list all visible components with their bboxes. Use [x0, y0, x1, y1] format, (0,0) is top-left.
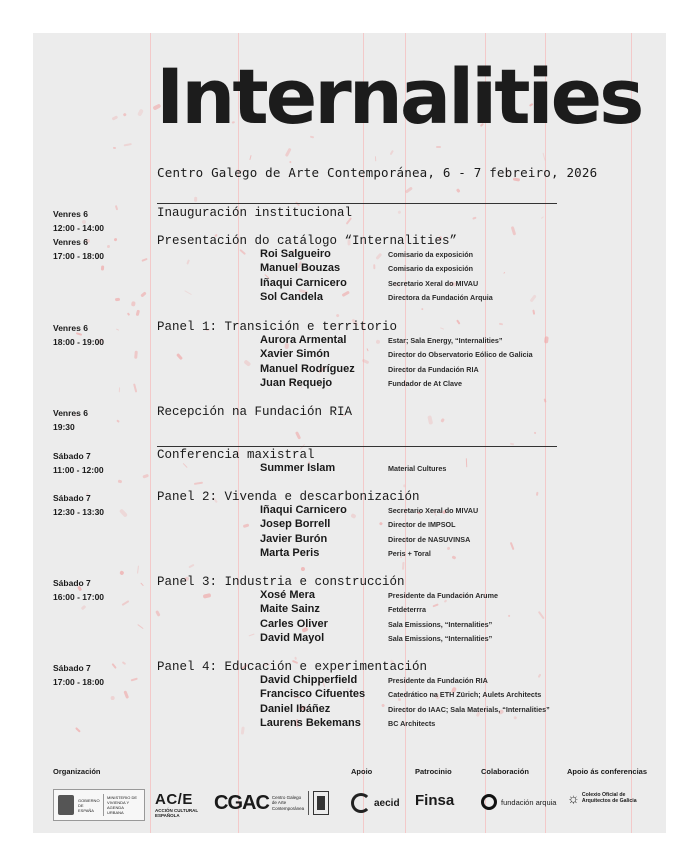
texture-splat [249, 155, 251, 160]
texture-splat [510, 226, 516, 235]
session-hours: 12:00 - 14:00 [53, 223, 105, 233]
session-hours: 19:30 [53, 422, 75, 432]
texture-splat [509, 542, 514, 550]
divider [157, 203, 557, 204]
ministerio-text-b: MINISTERIO DE VIVIENDA Y AGENDA URBANA [107, 795, 138, 815]
aecid-logo [351, 793, 400, 813]
texture-splat [140, 291, 147, 298]
ace-mark: AC/E [155, 791, 193, 808]
session-hours: 16:00 - 17:00 [53, 592, 105, 602]
arquia-text: fundación arquia [501, 797, 557, 807]
session-hours: 12:30 - 13:30 [53, 507, 105, 517]
speaker-role: Catedrático na ETH Zürich; Aulets Architects [388, 690, 542, 700]
speaker-name: Manuel Rodríguez [260, 362, 355, 375]
texture-splat [465, 458, 467, 467]
ace-sub2: ESPAÑOLA [155, 813, 180, 818]
session-title: Panel 2: Vivenda e descarbonización [157, 490, 420, 504]
speaker-name: Carles Oliver [260, 617, 328, 630]
session-title: Recepción na Fundación RIA [157, 405, 353, 419]
speaker-role: Sala Emissions, “Internalities” [388, 633, 493, 643]
session-time [53, 449, 143, 477]
session-hours: 11:00 - 12:00 [53, 465, 104, 475]
session-title: Inauguración institucional [157, 206, 353, 220]
arquia-icon [481, 794, 497, 810]
session-day: Venres 6 [53, 408, 88, 418]
speaker-name: Daniel Ibáñez [260, 702, 331, 715]
texture-splat [194, 197, 197, 202]
session-time [53, 321, 143, 349]
texture-splat [535, 492, 538, 497]
texture-splat [249, 633, 255, 636]
texture-splat [375, 340, 380, 345]
texture-splat [133, 384, 137, 393]
speaker-name: Josep Borrell [260, 518, 331, 531]
texture-splat [514, 715, 518, 719]
texture-splat [134, 350, 138, 358]
speaker-role: Sala Emissions, “Internalities” [388, 619, 493, 629]
cgac-sub2: de Arte [271, 800, 287, 806]
arquia-logo [481, 794, 556, 810]
session-day: Sábado 7 [53, 493, 91, 503]
texture-splat [538, 611, 544, 619]
xunta-shield-icon [313, 791, 329, 815]
texture-splat [378, 521, 383, 526]
texture-splat [81, 605, 87, 611]
texture-splat [115, 298, 120, 302]
texture-splat [155, 611, 160, 618]
texture-splat [184, 291, 191, 296]
coag-text2: Arquitectos de Galicia [581, 798, 637, 804]
texture-splat [75, 727, 81, 733]
cgac-mark: CGAC [214, 791, 269, 814]
texture-splat [544, 336, 549, 343]
texture-splat [381, 704, 385, 708]
texture-splat [123, 690, 129, 699]
session-title: Presentación do catálogo “Internalities” [157, 234, 458, 248]
footer-label-apoio-conferencias: Apoio ás conferencias [567, 767, 648, 776]
guide-line [363, 33, 364, 833]
texture-splat [444, 600, 448, 603]
session-day: Venres 6 [53, 237, 88, 247]
ace-logo [155, 791, 198, 818]
texture-splat [243, 523, 250, 528]
session-time [53, 576, 143, 604]
texture-splat [403, 484, 405, 487]
texture-splat [350, 513, 356, 519]
coag-logo [567, 791, 637, 805]
session-title: Panel 1: Transición e territorio [157, 320, 398, 334]
session-time [53, 661, 143, 689]
ace-sub1: ACCIÓN CULTURAL [155, 808, 199, 813]
texture-splat [301, 567, 305, 571]
texture-splat [202, 593, 211, 599]
speaker-name: Juan Requejo [260, 376, 333, 389]
speaker-role: Peris + Toral [388, 548, 431, 558]
speaker-role: Secretario Xeral do MIVAU [388, 506, 479, 515]
guide-line [631, 33, 632, 833]
texture-splat [436, 146, 441, 148]
texture-splat [538, 674, 541, 678]
speaker-role: Presidente da Fundación RIA [388, 676, 488, 685]
speaker-name: Aurora Armental [260, 334, 347, 346]
speaker-name: Marta Peris [260, 546, 320, 559]
speaker-role: Material Cultures [388, 464, 447, 473]
footer-label-patrocinio: Patrocinio [415, 767, 452, 776]
texture-splat [188, 564, 195, 569]
coat-of-arms-icon [58, 795, 74, 815]
texture-splat [137, 624, 143, 629]
texture-splat [456, 188, 460, 193]
poster-title: Internalities [156, 52, 642, 141]
texture-splat [113, 147, 116, 149]
session-time [53, 406, 143, 434]
speaker-name: Javier Burón [260, 532, 328, 545]
ministerio-logo [53, 789, 145, 821]
texture-splat [541, 216, 544, 219]
texture-splat [131, 301, 135, 307]
speaker-role: Secretario Xeral do MIVAU [388, 278, 479, 288]
footer-label-apoio: Apoio [351, 767, 373, 776]
session-hours: 18:00 - 19:00 [53, 337, 105, 347]
event-subtitle: Centro Galego de Arte Contemporánea, 6 - 7 febreiro, 2026 [157, 165, 598, 180]
cgac-sub1: Centro Galego [271, 794, 302, 800]
speaker-name: Iñaqui Carnicero [260, 504, 347, 516]
session-day: Venres 6 [53, 209, 88, 219]
speaker-role: BC Architects [388, 718, 436, 728]
texture-splat [447, 546, 451, 550]
texture-splat [186, 259, 189, 264]
texture-splat [118, 388, 120, 393]
texture-splat [533, 432, 536, 435]
speaker-name: Laurens Bekemans [260, 716, 361, 729]
speaker-role: Presidente da Fundación Arume [388, 591, 498, 600]
session-day: Sábado 7 [53, 451, 91, 461]
footer-label-organizacion: Organización [53, 767, 101, 776]
texture-splat [119, 571, 124, 576]
texture-splat [398, 210, 402, 214]
texture-splat [335, 314, 339, 318]
texture-splat [241, 726, 245, 734]
speaker-role: Comisario da exposición [388, 264, 474, 274]
speaker-role: Directora da Fundación Arquia [388, 292, 493, 302]
texture-splat [441, 418, 445, 423]
speaker-name: David Chipperfield [260, 674, 358, 686]
speaker-role: Comisario da exposición [388, 250, 474, 259]
speaker-role: Director de NASUVINSA [388, 534, 471, 544]
texture-splat [405, 186, 413, 193]
speaker-name: David Mayol [260, 631, 325, 644]
texture-splat [529, 295, 536, 303]
texture-splat [499, 323, 503, 325]
texture-splat [433, 603, 439, 607]
guide-line [238, 33, 239, 833]
speaker-role: Fundador de At Clave [388, 378, 463, 388]
texture-splat [137, 566, 139, 574]
texture-splat [421, 308, 424, 311]
poster [33, 33, 666, 833]
speaker-name: Xosé Mera [260, 589, 316, 601]
texture-splat [532, 309, 535, 314]
session-time [53, 235, 143, 263]
speaker-name: Maite Sainz [260, 603, 320, 616]
texture-splat [124, 143, 132, 146]
texture-splat [138, 109, 145, 117]
texture-splat [122, 113, 127, 118]
session-day: Venres 6 [53, 323, 88, 333]
texture-splat [428, 415, 433, 424]
texture-splat [244, 360, 251, 367]
speaker-name: Sol Candela [260, 290, 323, 303]
texture-splat [503, 272, 505, 275]
texture-splat [366, 348, 368, 351]
speaker-name: Xavier Simón [260, 348, 330, 361]
session-title: Panel 4: Educación e experimentación [157, 660, 428, 674]
session-hours: 17:00 - 18:00 [53, 677, 105, 687]
texture-splat [127, 312, 130, 315]
speaker-name: Iñaqui Carnicero [260, 276, 347, 289]
texture-splat [374, 156, 376, 161]
speaker-role: Estar; Sala Energy, “Internalities” [388, 336, 503, 345]
texture-splat [389, 150, 393, 156]
texture-splat [289, 160, 292, 163]
speaker-role: Director do Observatorio Eólico de Galicia [388, 350, 533, 360]
texture-splat [543, 398, 546, 402]
speaker-role: Director de IMPSOL [388, 520, 456, 530]
cgac-logo [214, 791, 329, 815]
texture-splat [439, 327, 443, 330]
session-time [53, 491, 143, 519]
coag-text1: Colexio Oficial de [581, 791, 626, 798]
texture-splat [239, 249, 246, 256]
texture-splat [111, 696, 115, 700]
ministerio-text-a: GOBIERNO DE ESPAÑA [78, 797, 100, 813]
texture-splat [101, 266, 104, 272]
texture-splat [112, 115, 119, 121]
texture-splat [295, 431, 301, 440]
texture-splat [286, 148, 292, 157]
aecid-icon [351, 793, 371, 813]
divider [157, 446, 557, 447]
speaker-name: Roi Salgueiro [260, 248, 331, 260]
speaker-role: Director do IAAC; Sala Materials, “Internalities” [388, 704, 550, 714]
texture-splat [182, 463, 187, 468]
texture-splat [194, 482, 203, 486]
session-day: Sábado 7 [53, 663, 91, 673]
guide-line [150, 33, 151, 833]
speaker-name: Francisco Cifuentes [260, 688, 366, 701]
texture-splat [118, 480, 123, 483]
footer-label-colaboracion: Colaboración [481, 767, 529, 776]
texture-splat [373, 264, 375, 269]
session-hours: 17:00 - 18:00 [53, 251, 105, 261]
session-time [53, 207, 143, 235]
session-day: Sábado 7 [53, 578, 91, 588]
texture-splat [471, 216, 476, 220]
texture-splat [375, 252, 382, 260]
texture-splat [342, 290, 350, 297]
finsa-logo: Finsa [415, 792, 455, 809]
sun-icon: ☼ [567, 790, 580, 806]
speaker-role: Director da Fundación RIA [388, 364, 479, 374]
texture-splat [456, 320, 460, 325]
speaker-name: Manuel Bouzas [260, 262, 341, 275]
speaker-name: Summer Islam [260, 462, 336, 474]
texture-splat [143, 474, 149, 478]
cgac-sub3: Contemporánea [271, 805, 305, 811]
texture-splat [508, 615, 511, 618]
texture-splat [176, 353, 183, 360]
texture-splat [136, 310, 141, 316]
session-title: Conferencia maxistral [157, 448, 315, 462]
speaker-role: Fetdeterrra [388, 605, 426, 615]
session-title: Panel 3: Industria e construcción [157, 575, 405, 589]
aecid-text: aecid [374, 797, 400, 809]
texture-splat [452, 555, 457, 559]
